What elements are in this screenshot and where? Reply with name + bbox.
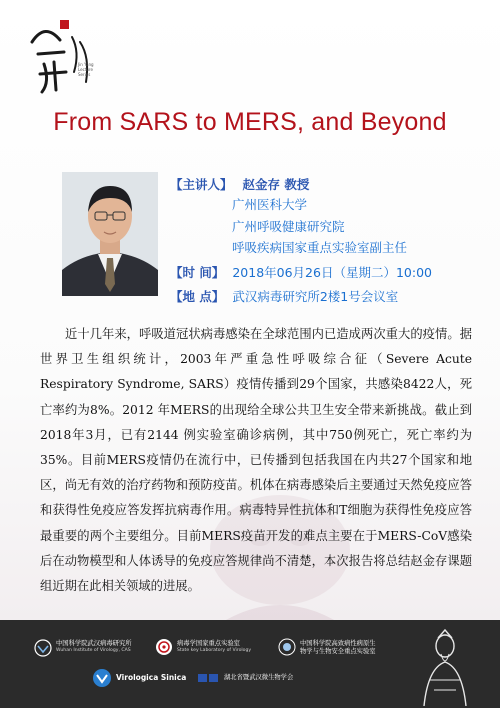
- affiliation-item: 广州医科大学: [232, 197, 308, 212]
- logo-caption-line: Jin Yang: [78, 62, 94, 67]
- wiv-logo-icon: [34, 639, 52, 657]
- pathogen-lab-logo-icon: [278, 638, 296, 656]
- logo-caption-line: Lecture: [78, 67, 93, 72]
- place-value: 武汉病毒研究所2楼1号会议室: [232, 289, 399, 304]
- footer-org-wiv-zh: 中国科学院武汉病毒研究所: [56, 640, 132, 647]
- lecture-logo-icon: [20, 12, 110, 97]
- time-label: 【时 间】: [170, 265, 225, 280]
- footer-org-wiv-en: Wuhan Institute of Virology, CAS: [56, 648, 131, 653]
- place-label: 【地 点】: [170, 289, 225, 304]
- speaker-label: 【主讲人】: [170, 177, 233, 192]
- footer-org-pathogen-line2: 物学与生物安全重点实验室: [300, 648, 376, 655]
- abstract-text: 近十几年来，呼吸道冠状病毒感染在全球范围内已造成两次重大的疫情。据世界卫生组织统计，2003年严重急性呼吸综合征（Severe Acute Respiratory Syndrome, SARS）疫情传播到29个国家，共感染8422人，死亡率约为8%。2012 年MERS的出现给全球公共卫生安全带来新挑战。截止到2018年3月，已有2144 例实验室确诊病例，其中750例死亡，死亡率约为 35%。目前MERS疫情仍在流行中，已传播到包括我国在内共27个国家和地区，尚无有效的治疗药物和预防疫苗。机体在病毒感染后主要通过天然免疫应答和获得性免疫应答发挥抗病毒作用。病毒特异性抗体和T细胞为获得性免疫应答最重要的两个主要组分。目前MERS疫苗开发的难点主要在于MERS-CoV感染后在动物模型和人体诱导的免疫应答规律尚不清楚，本次报告将总结赵金存课题组近期在此相关领域的进展。: [40, 327, 472, 594]
- speaker-name: 赵金存 教授: [242, 177, 310, 192]
- affiliation-item: 呼吸疾病国家重点实验室副主任: [232, 240, 408, 255]
- logo-caption-line: Series: [78, 72, 91, 77]
- footer-org-pathogen-line1: 中国科学院高致病性病原生: [300, 640, 376, 647]
- footer-org-virologica-sinica: Virologica Sinica: [116, 673, 187, 682]
- page-title: From SARS to MERS, and Beyond: [53, 108, 447, 136]
- footer-org-lab-zh: 病毒学国家重点实验室: [177, 640, 240, 647]
- footer-org-lab-en: State key Laboratory of Virology: [177, 648, 252, 653]
- affiliation-item: 广州呼吸健康研究院: [232, 219, 345, 234]
- logo-caption: [78, 62, 104, 77]
- time-value: 2018年06月26日（星期二）10:00: [232, 265, 432, 280]
- sage-portrait-icon: [410, 628, 480, 706]
- virology-lab-logo-icon: [155, 638, 173, 656]
- microbiology-society-logo-icon: [198, 672, 220, 684]
- footer-org-microbiology-society: 湖北省暨武汉微生物学会: [224, 674, 294, 681]
- virologica-sinica-logo-icon: [92, 668, 112, 688]
- speaker-photo: [62, 172, 158, 296]
